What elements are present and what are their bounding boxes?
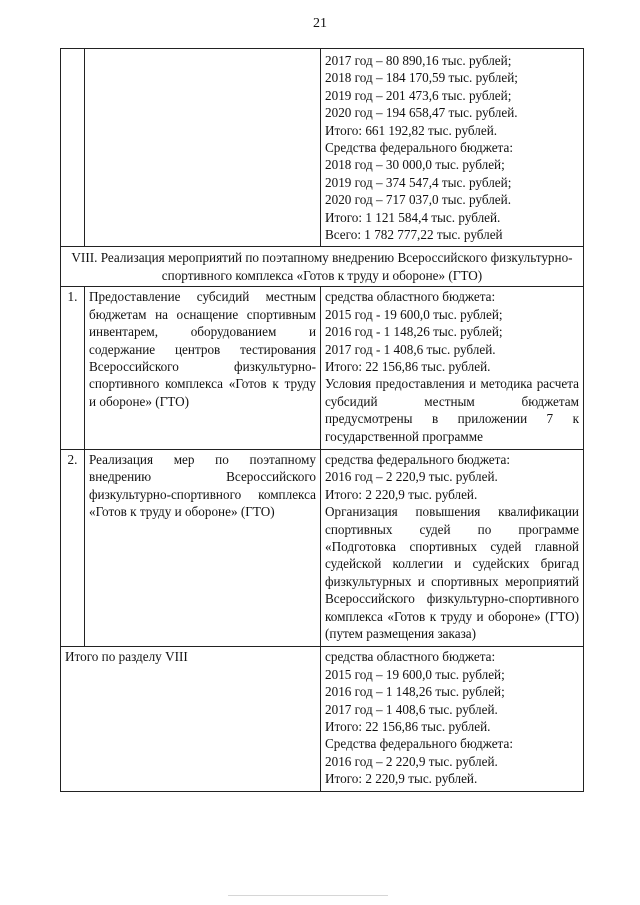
scan-divider (228, 895, 388, 896)
row-number: 1. (61, 287, 85, 450)
funding-line: Средства федерального бюджета: (325, 736, 513, 752)
funding-line: 2016 год – 2 220,9 тыс. рублей. (325, 469, 498, 485)
funding-line: 2017 год – 80 890,16 тыс. рублей; (325, 53, 512, 68)
row-number: 2. (61, 449, 85, 646)
table-row-section-heading (61, 247, 584, 287)
funding-line: 2020 год – 194 658,47 тыс. рублей. (325, 105, 518, 121)
row-funding (321, 449, 584, 646)
cell-number-empty (61, 49, 85, 247)
funding-line: 2018 год – 30 000,0 тыс. рублей; (325, 157, 505, 173)
cell-funding-continued (321, 49, 584, 247)
funding-line: 2015 год – 19 600,0 тыс. рублей; (325, 666, 505, 682)
funding-line: 2019 год – 201 473,6 тыс. рублей; (325, 87, 512, 103)
funding-line: 2017 год - 1 408,6 тыс. рублей. (325, 341, 496, 357)
funding-line: 2020 год – 717 037,0 тыс. рублей. (325, 192, 511, 208)
total-label: Итого по разделу VIII (61, 647, 321, 791)
funding-line: Итого: 2 220,9 тыс. рублей. (325, 771, 478, 787)
funding-line: Итого: 2 220,9 тыс. рублей. (325, 486, 478, 502)
table-row (61, 449, 584, 646)
funding-line: 2016 год – 1 148,26 тыс. рублей; (325, 684, 505, 700)
program-table (60, 48, 584, 792)
funding-line: средства областного бюджета: (325, 649, 496, 665)
table-row (61, 287, 584, 450)
funding-line: 2016 год – 2 220,9 тыс. рублей. (325, 753, 498, 769)
funding-note: Условия предоставления и методика расчета субсидий местным бюджетам предусмотрены в приложении 7 к государственной программе (325, 376, 579, 444)
funding-line: Средства федерального бюджета: (325, 140, 513, 156)
cell-description-empty (85, 49, 321, 247)
table-row-continued-funding (61, 49, 584, 247)
funding-line: средства областного бюджета: (325, 289, 496, 305)
row-funding (321, 287, 584, 450)
funding-line: Итого: 1 121 584,4 тыс. рублей. (325, 209, 501, 225)
section-heading: VIII. Реализация мероприятий по поэтапному внедрению Всероссийского физкультурно-спортивного комплекса «Готов к труду и обороне» (ГТО) (61, 247, 584, 287)
funding-line: Всего: 1 782 777,22 тыс. рублей (325, 227, 503, 243)
funding-line: средства федерального бюджета: (325, 451, 511, 467)
row-description: Предоставление субсидий местным бюджетам на оснащение спортивным инвентарем, оборудованием и содержание центров тестирования Всероссийского физкультурно-спортивного комплекса «Готов к труду и обороне» (ГТО) (85, 287, 321, 450)
total-funding (321, 647, 584, 791)
funding-note: Организация повышения квалификации спортивных судей по программе «Подготовка спортивных судей главной судейской коллегии и судейских бригад физкультурных и спортивных мероприятий Всероссийского физкультурно-спортивного комплекса «Готов к труду и обороне» (ГТО) (путем размещения заказа) (325, 504, 579, 641)
funding-line: 2015 год - 19 600,0 тыс. рублей; (325, 306, 503, 322)
table-row-total (61, 647, 584, 791)
funding-line: 2018 год – 184 170,59 тыс. рублей; (325, 70, 518, 86)
funding-line: 2017 год – 1 408,6 тыс. рублей. (325, 701, 498, 717)
funding-line: 2016 год - 1 148,26 тыс. рублей; (325, 324, 503, 340)
funding-line: Итого: 661 192,82 тыс. рублей. (325, 122, 498, 138)
funding-line: Итого: 22 156,86 тыс. рублей. (325, 358, 491, 374)
page-number: 21 (313, 16, 327, 31)
row-description: Реализация мер по поэтапному внедрению Всероссийского физкультурно-спортивного комплекса «Готов к труду и обороне» (ГТО) (85, 449, 321, 646)
funding-line: Итого: 22 156,86 тыс. рублей. (325, 719, 491, 735)
funding-line: 2019 год – 374 547,4 тыс. рублей; (325, 174, 512, 190)
